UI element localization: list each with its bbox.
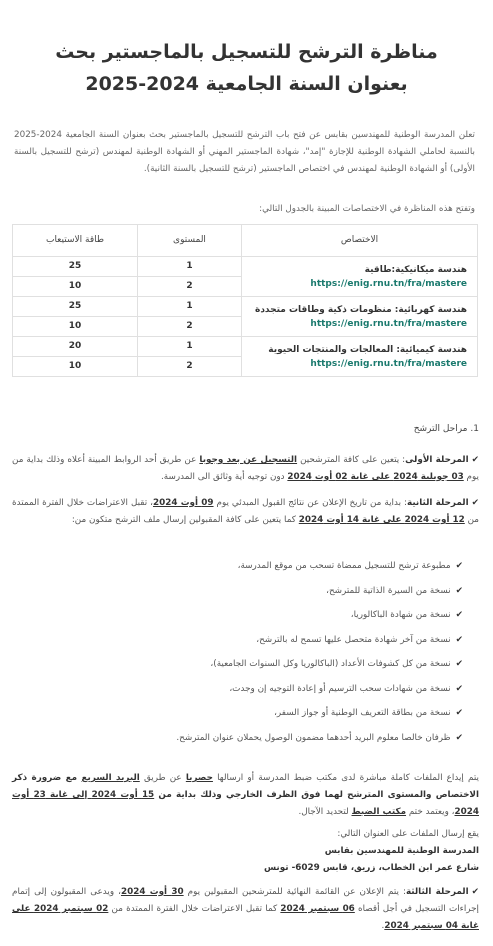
date-range: 15 أوت 2024 إلى غاية 23 أوت 2024: [12, 790, 479, 817]
title-line-1: مناظرة الترشح للتسجيل بالماجستير بحث: [55, 41, 438, 63]
speciality-name: هندسة ميكانيكية:طاقية: [364, 264, 467, 275]
header-speciality: الاختصاص: [242, 225, 478, 257]
level-cell: 1: [138, 337, 242, 357]
check-icon: ✔: [455, 659, 463, 669]
phase-3-paragraph: ✔المرحلة الثالثة: يتم الإعلان عن القائمة النهائية للمترشحين المقبولين يوم 30 أوت 2024، ويدعى المقبولون إلى إتمام إجراءات التسجيل في أجل أقصاه 06 سبتمبر 2024 كما تقبل الاعتراضات خلال الفترة الممتدة من 02 سبتمبر 2024 على غاية 04 سبتمبر 2024.: [12, 887, 480, 931]
date-text: 06 سبتمبر 2024: [280, 904, 355, 914]
check-icon: ✔: [455, 610, 463, 620]
list-item: ✔مطبوعة ترشح للتسجيل ممضاة تسحب من موقع المدرسة،: [237, 561, 463, 571]
check-icon: ✔: [471, 887, 480, 897]
list-item: ✔نسخة من شهادة الباكالوريا،: [350, 610, 463, 620]
list-item: ✔ظرفان خالصا معلوم البريد أحدهما مضمون الوصول يحملان عنوان المترشح.: [176, 732, 463, 743]
list-item: ✔نسخة من بطاقة التعريف الوطنية أو جواز السفر،: [274, 708, 463, 718]
speciality-table: [12, 224, 478, 377]
underlined-text: حصريا: [185, 773, 213, 783]
date-text: 09 أوت 2024: [152, 498, 214, 508]
address-line-2: شارع عمر ابن الخطاب، زريق، قابس 6029- تونس: [264, 863, 479, 873]
date-range: 02 سبتمبر 2024 على غاية 04 سبتمبر 2024: [12, 904, 479, 931]
table-row: [13, 257, 478, 277]
phase-1-paragraph: ✔المرحلة الأولى: يتعين على كافة المترشحين التسجيل عن بعد وجوبا عن طريق أحد الروابط المبينة أعلاه وذلك بداية من يوم 03 جويلية 2024 على غاية 02 أوت 2024 دون توجيه أية وثائق الى المدرسة.: [12, 455, 479, 482]
check-icon: ✔: [455, 561, 463, 571]
address-lead: يقع إرسال الملفات على العنوان التالي:: [337, 829, 479, 839]
check-icon: ✔: [455, 634, 463, 645]
date-text: 30 أوت 2024: [120, 887, 184, 897]
check-icon: ✔: [455, 585, 463, 596]
speciality-cell: [242, 297, 478, 337]
page-title: [0, 36, 493, 100]
list-item: ✔نسخة من آخر شهادة متحصل عليها تسمح له بالترشح،: [256, 634, 463, 645]
speciality-name: هندسة كهربائية: منظومات ذكية وطاقات متجددة: [255, 304, 467, 315]
check-icon: ✔: [455, 683, 463, 694]
check-icon: ✔: [471, 455, 479, 465]
list-item: ✔نسخة من شهادات سحب الترسيم أو إعادة التوجيه إن وجدت،: [229, 683, 463, 694]
underlined-text: التسجيل عن بعد وجوبا: [199, 455, 298, 465]
intro-paragraph: تعلن المدرسة الوطنية للمهندسين بقابس عن فتح باب الترشح للتسجيل بالماجستير بحث بعنوان السنة الجامعية 2024-2025 بالنسبة لحاملي الشهادة الوطنية للإجازة "إمد"، شهادة الماجستير المهني أو الشهادة الوطنية لمهندس (ترشح للتسجيل بالسنة الأولى) أو الشهادة الوطنية لمهندس في اختصاص الماجستير (ترشح للتسجيل بالسنة الثانية).: [14, 130, 475, 174]
check-icon: ✔: [455, 732, 463, 743]
documents-list: [40, 556, 463, 752]
table-header-row: [13, 225, 478, 257]
section-heading: [414, 423, 479, 437]
underlined-text: مكتب الضبط: [351, 807, 407, 817]
submission-paragraph: يتم إيداع الملفات كاملة مباشرة لدى مكتب ضبط المدرسة أو ارسالها حصريا عن طريق البريد السريع مع ضرورة ذكر الاختصاص والمستوى المترشح لهما فوق الظرف الخارجي وذلك بداية من 15 أوت 2024 إلى غاية 23 أوت 2024، ويعتمد ختم مكتب الضبط لتحديد الآجال.: [12, 773, 480, 817]
address-line-1: المدرسة الوطنية للمهندسين بقابس: [324, 846, 479, 856]
capacity-cell: 25: [13, 297, 138, 317]
level-cell: 2: [138, 357, 242, 377]
speciality-cell: [242, 337, 478, 377]
phase-label: المرحلة الثانية: [406, 498, 469, 508]
capacity-cell: 20: [13, 337, 138, 357]
section-number: 1.: [470, 424, 479, 434]
header-level: المستوى: [138, 225, 242, 257]
phase-2-paragraph: ✔المرحلة الثانية: بداية من تاريخ الإعلان عن نتائج القبول المبدئي يوم 09 أوت 2024، تقبل الاعتراضات خلال الفترة الممتدة من 12 أوت 2024 على غاية 14 أوت 2024 كما يتعين على كافة المقبولين إرسال ملف الترشح متكون من:: [12, 498, 479, 525]
phase-label: المرحلة الأولى: [405, 455, 469, 465]
level-cell: 2: [138, 277, 242, 297]
speciality-link[interactable]: https://enig.rnu.tn/fra/mastere: [310, 278, 467, 289]
level-cell: 2: [138, 317, 242, 337]
table-row: [13, 297, 478, 317]
speciality-name: هندسة كيميائية: المعالجات والمنتجات الحيوية: [268, 344, 467, 355]
capacity-cell: 10: [13, 357, 138, 377]
speciality-link[interactable]: https://enig.rnu.tn/fra/mastere: [310, 318, 467, 329]
title-line-2: بعنوان السنة الجامعية 2024-2025: [85, 73, 408, 95]
header-capacity: طاقة الاستيعاب: [13, 225, 138, 257]
capacity-cell: 25: [13, 257, 138, 277]
check-icon: ✔: [455, 708, 463, 718]
check-icon: ✔: [471, 498, 479, 508]
date-range: 03 جويلية 2024 على غاية 02 أوت 2024: [287, 472, 464, 482]
list-item: ✔نسخة من السيرة الذاتية للمترشح،: [326, 585, 463, 596]
table-lead: وتفتح هذه المناظرة في الاختصاصات المبينة بالجدول التالي:: [259, 204, 475, 214]
level-cell: 1: [138, 297, 242, 317]
list-item: ✔نسخة من كل كشوفات الأعداد (الباكالوريا وكل السنوات الجامعية)،: [210, 659, 463, 669]
level-cell: 1: [138, 257, 242, 277]
capacity-cell: 10: [13, 317, 138, 337]
speciality-cell: [242, 257, 478, 297]
capacity-cell: 10: [13, 277, 138, 297]
phase-label: المرحلة الثالثة: [405, 887, 469, 897]
speciality-link[interactable]: https://enig.rnu.tn/fra/mastere: [310, 358, 467, 369]
table-row: [13, 337, 478, 357]
date-range: 12 أوت 2024 على غاية 14 أوت 2024: [298, 515, 465, 525]
section-title: مراحل الترشح: [413, 424, 468, 434]
underlined-text: البريد السريع: [81, 773, 140, 783]
